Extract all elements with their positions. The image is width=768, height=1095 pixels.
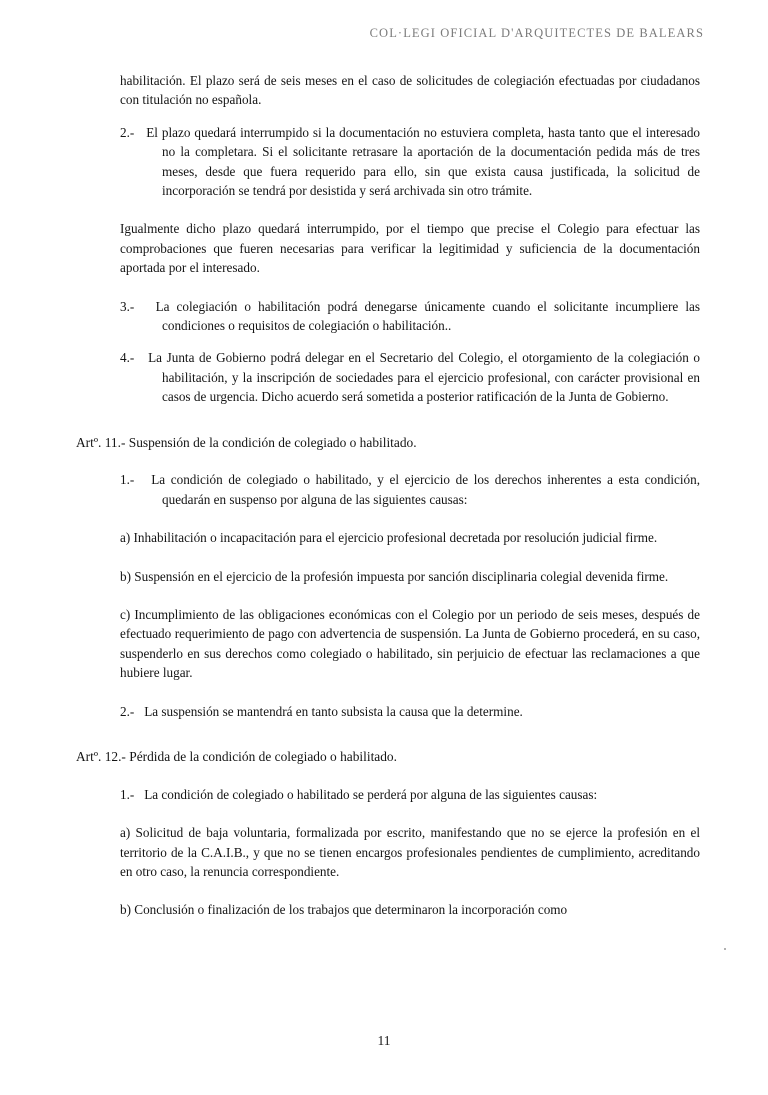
article-heading-11: Artº. 11.- Suspensión de la condición de colegiado o habilitado. (76, 434, 417, 450)
page-number: 11 (377, 1033, 391, 1048)
list-item-text: La Junta de Gobierno podrá delegar en el Secretario del Colegio, el otorgamiento de la colegiación o habilitación, y la inscripción de sociedades para el ejercicio profesional, con carácter provisional en casos de urgencia. Dicho acuerdo será sometida a posterior ratificación de la Junta de Gobierno. (148, 350, 701, 405)
list-item (120, 123, 700, 201)
list-item-text: La suspensión se mantendrá en tanto subsista la causa que la determine. (144, 703, 523, 719)
list-item (120, 470, 700, 509)
list-item (120, 702, 700, 721)
list-marker: 3.- (120, 298, 135, 314)
subitem-c: c) Incumplimiento de las obligaciones económicas con el Colegio por un periodo de seis meses, después de efectuado requerimiento de pago con advertencia de suspensión. La Junta de Gobierno procederá, en su caso, suspenderlo en sus derechos como colegiado o habilitado, sin perjuicio de efectuar las reclamaciones a que hubiere lugar. (120, 607, 700, 681)
list-marker: 4.- (120, 350, 135, 366)
list-item-text: La colegiación o habilitación podrá denegarse únicamente cuando el solicitante incumpliere las condiciones o requisitos de colegiación o habilitación.. (155, 298, 700, 334)
article-heading-12: Artº. 12.- Pérdida de la condición de colegiado o habilitado. (76, 749, 397, 765)
list-marker: 1.- (120, 472, 135, 488)
list-marker: 1.- (120, 786, 135, 802)
paragraph-igualmente: Igualmente dicho plazo quedará interrumpido, por el tiempo que precise el Colegio para efectuar las comprobaciones que fueren necesarias para verificar la legitimidad y suficiencia de la documentación aportada por el interesado. (120, 221, 700, 276)
list-item-text: La condición de colegiado o habilitado, y el ejercicio de los derechos inherentes a esta condición, quedarán en suspenso por alguna de las siguientes causas: (151, 472, 700, 507)
list-item (120, 297, 700, 336)
page-content (40, 71, 728, 920)
subitem-b: b) Conclusión o finalización de los trabajos que determinaron la incorporación como (120, 902, 568, 918)
list-marker: 2.- (120, 124, 135, 140)
list-item-text: El plazo quedará interrumpido si la documentación no estuviera completa, hasta tanto que el interesado no la completara. Si el solicitante retrasare la aportación de la documentación pedida más de tres meses, desde que fuera requerido para ello, sin que exista causa justificada, la solicitud de incorporación se tendrá por desistida y será archivada sin otro trámite. (146, 124, 701, 199)
subitem-a: a) Inhabilitación o incapacitación para el ejercicio profesional decretada por resolución judicial firme. (120, 530, 658, 546)
list-item (120, 785, 700, 804)
list-item (120, 348, 700, 406)
subitem-a: a) Solicitud de baja voluntaria, formalizada por escrito, manifestando que no se ejerce la profesión en el territorio de la C.A.I.B., y que no se tienen encargos profesionales pendientes de cumplimiento, acreditando en otro caso, la renuncia correspondiente. (120, 825, 700, 879)
paragraph-continuation: habilitación. El plazo será de seis meses en el caso de solicitudes de colegiación efectuadas por ciudadanos con titulación no española. (120, 73, 700, 108)
page-speck (724, 948, 726, 950)
list-item-text: La condición de colegiado o habilitado se perderá por alguna de las siguientes causas: (144, 786, 598, 802)
page-header: COL·LEGI OFICIAL D'ARQUITECTES DE BALEARS (369, 26, 704, 40)
list-marker: 2.- (120, 703, 135, 719)
subitem-b: b) Suspensión en el ejercicio de la profesión impuesta por sanción disciplinaria colegial devenida firme. (120, 568, 669, 584)
